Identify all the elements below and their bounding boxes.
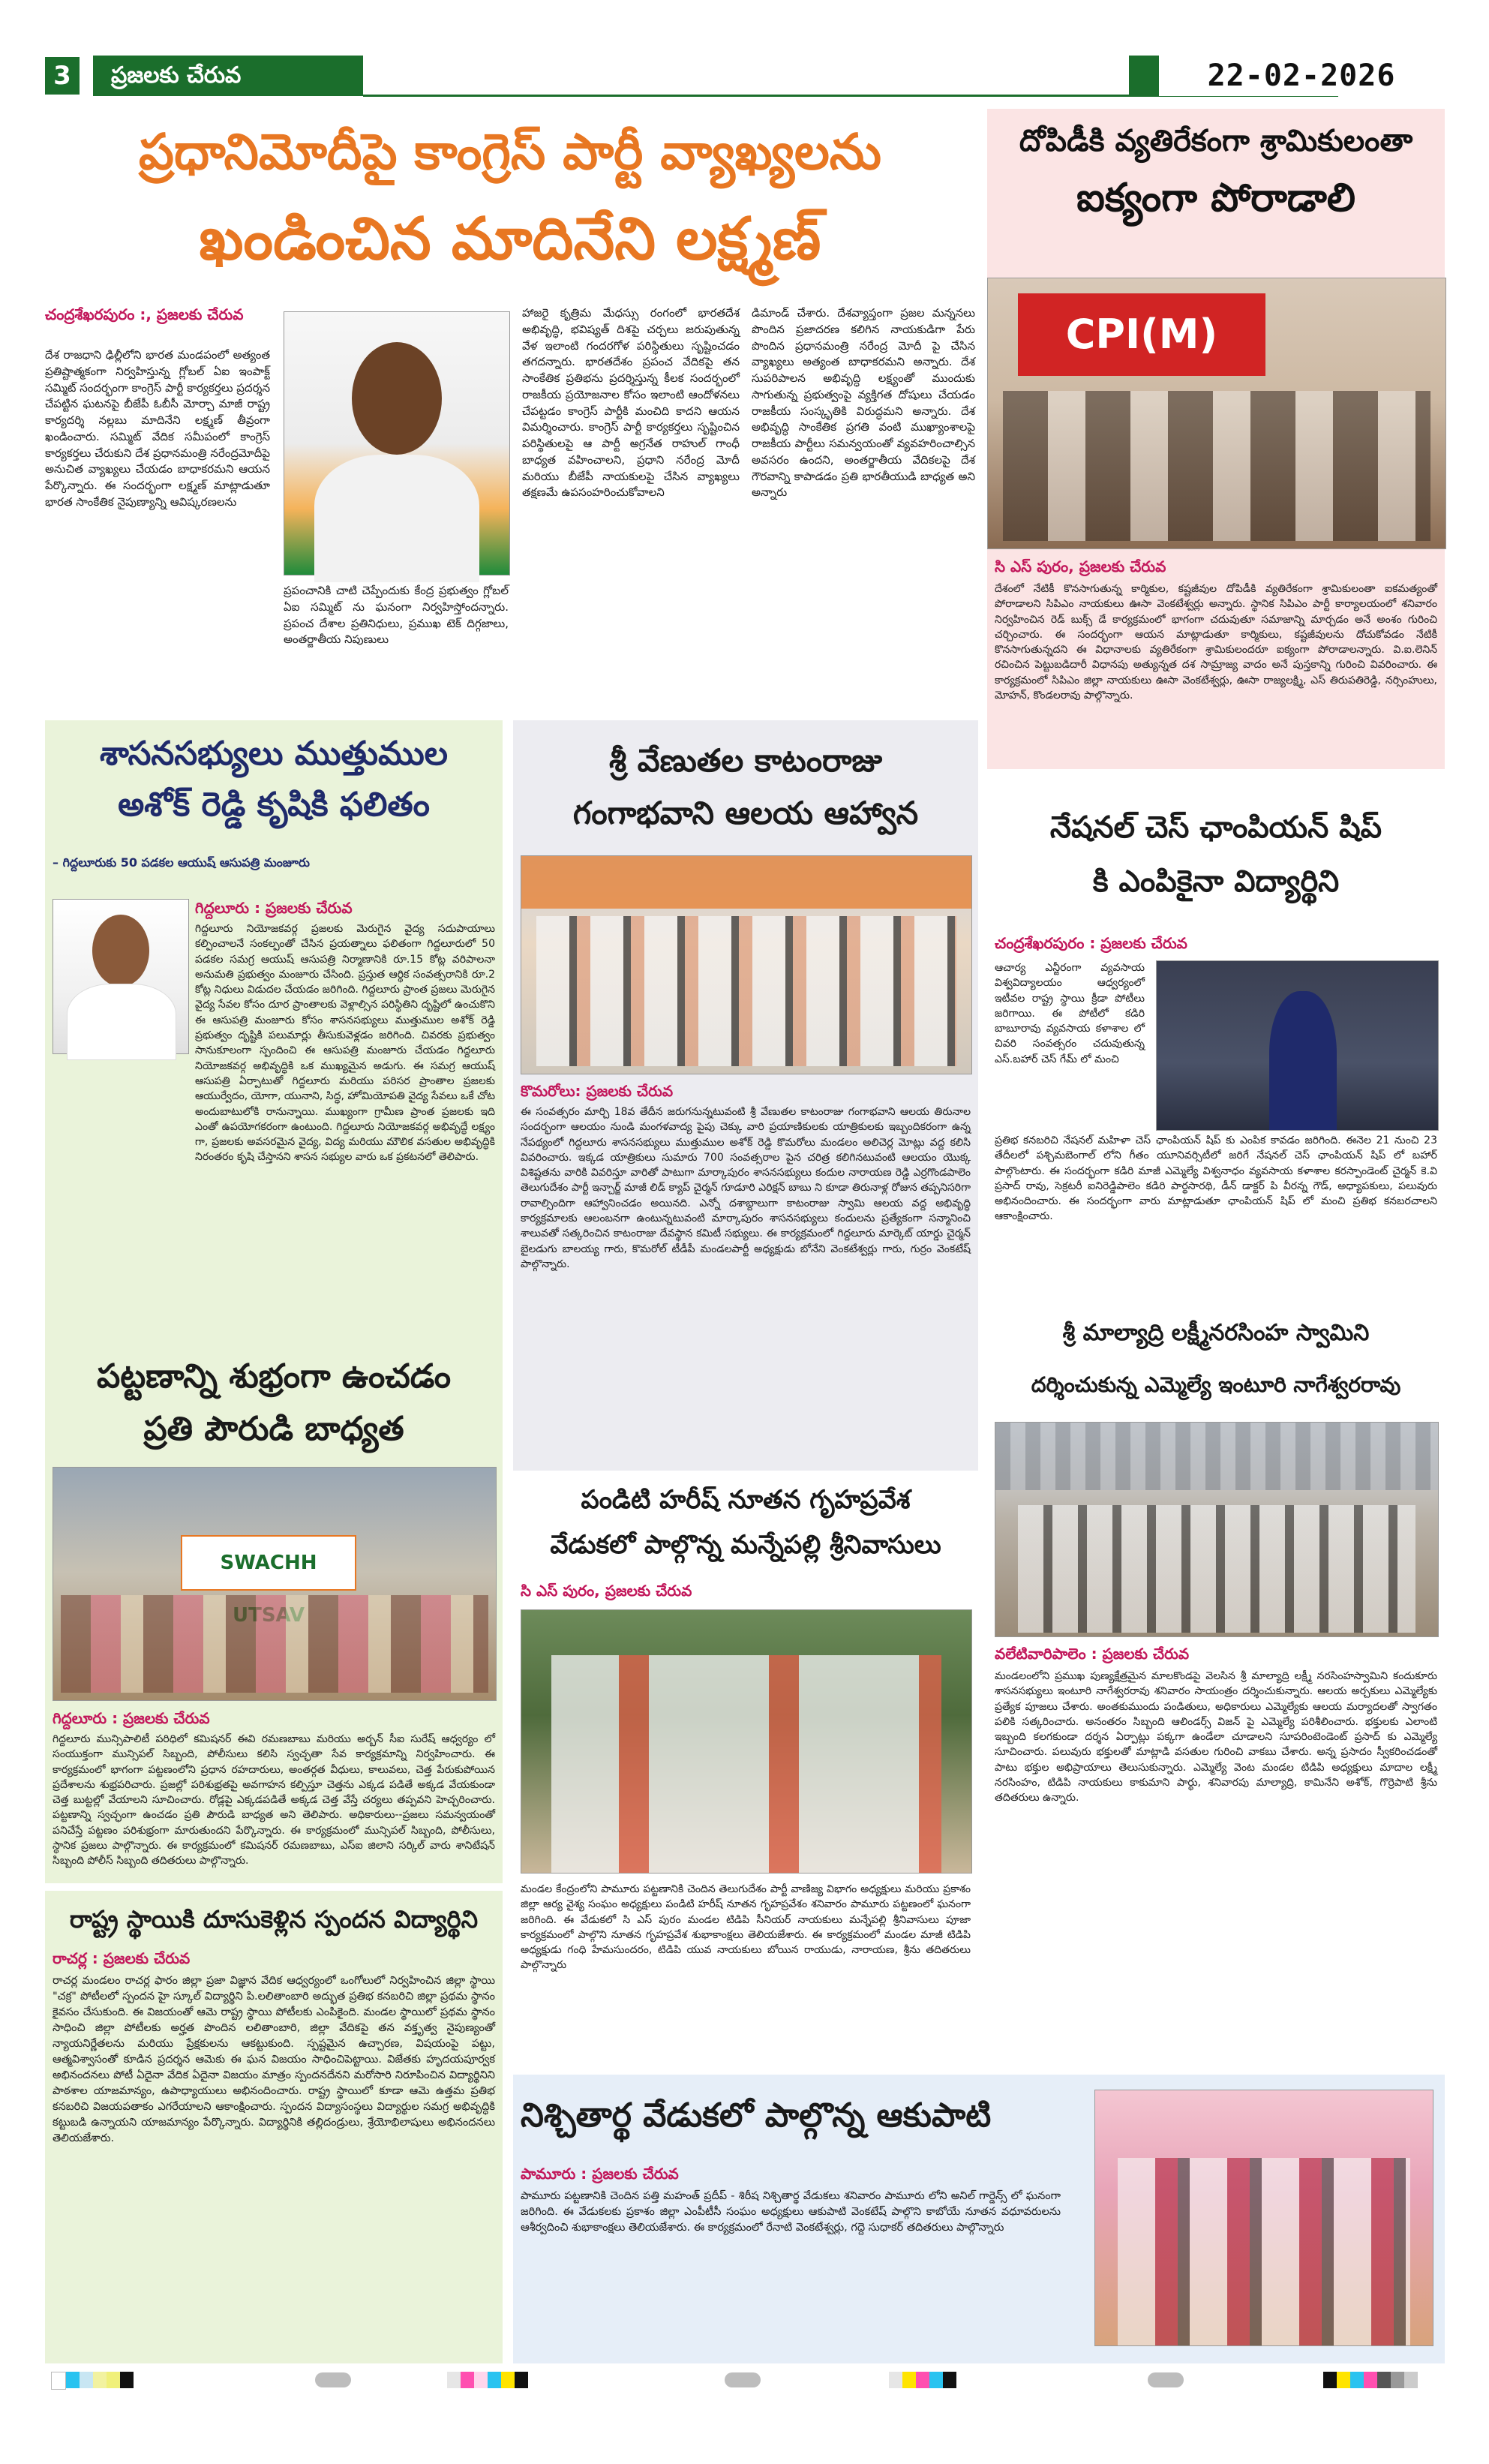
ayush-continued bbox=[53, 1065, 495, 1073]
mla-body bbox=[67, 984, 176, 1060]
article-column: ఆచార్య ఎన్జీరంగా వ్యవసాయ విశ్వవిద్యాలయం ఆధ్వర్యంలో ఇటీవల రాష్ట్ర స్థాయి క్రీడా పోటీలు జరిగాయి. ఈ పోటీలో కడిరి బాబూరావు వ్యవసాయ కళాశాల లో చివరి సంవత్సరం చదువుతున్న ఎస్.బహార్ చెస్ గేమ్ లో మంచి bbox=[995, 962, 1145, 1065]
couple-group bbox=[1118, 2158, 1410, 2345]
dateline: వలేటివారిపాలెం : ప్రజలకు చేరువ bbox=[995, 1645, 1190, 1663]
story-modi-remarks bbox=[45, 109, 975, 709]
headline-line1: శ్రీ వేణుతల కాటంరాజు bbox=[608, 742, 883, 779]
temple-group-photo bbox=[521, 855, 972, 1074]
dateline: పామూరు : ప్రజలకు చేరువ bbox=[521, 2165, 679, 2183]
headline-line2: కి ఎంపికైనా విద్యార్థిని bbox=[1092, 864, 1340, 899]
portrait-photo bbox=[284, 311, 510, 575]
headline-line2: ప్రతి పౌరుడి బాధ్యత bbox=[143, 1410, 404, 1448]
issue-date: 22-02-2026 bbox=[1207, 59, 1396, 93]
headline-line1: శాసనసభ్యులు ముత్తుముల bbox=[100, 735, 448, 773]
registration-marks-mid2 bbox=[889, 2372, 956, 2388]
date-box bbox=[1129, 56, 1444, 96]
headline-line2: దర్శించుకున్న ఎమ్మెల్యే ఇంటూరి నాగేశ్వరరావు bbox=[1031, 1372, 1401, 1397]
article-column-4: డిమాండ్ చేశారు. దేశవ్యాప్తంగా ప్రజల మన్ననలు పొందిన ప్రజాదరణ కలిగిన నాయకుడిగా పేరు పొందిన ప్రధానమంత్రి నరేంద్ర మోదీ పై చేసిన వ్యాఖ్యలు అత్యంత బాధాకరమని అన్నారు. దేశ సుపరిపాలన అభివృద్ధి లక్ష్యంతో ముందుకు సాగుతున్న ప్రభుత్వంపై వ్యక్తిగత దోషులు చేయడం రాజకీయ సంస్కృతికి విరుద్ధమని అన్నారు. దేశ అభివృద్ధి సాంకేతిక ప్రగతి వంటి ముఖ్యాంశాలపై రాజకీయ పార్టీలు సమన్వయంతో వ్యవహరించాల్సిన అవసరం ఉందని, అంతర్జాతీయ వేదికలపై దేశ గౌరవాన్ని కాపాడడం ప్రతి భారతీయుడి బాధ్యత అని అన్నారు bbox=[752, 306, 975, 500]
portrait-face bbox=[352, 342, 442, 455]
headline-line2: అశోక్ రెడ్డి కృషికి ఫలితం bbox=[118, 786, 430, 824]
headline-line2: ఐక్యంగా పోరాడాలి bbox=[1076, 176, 1355, 221]
headline: రాష్ట్ర స్థాయికి దూసుకెళ్లిన స్పందన విద్యార్థిని bbox=[69, 1905, 479, 1934]
story-ayush-hospital bbox=[45, 720, 503, 1351]
headline-line1: దోపిడీకి వ్యతిరేకంగా శ్రామికులంతా bbox=[1019, 124, 1413, 158]
header-bar bbox=[45, 53, 1444, 99]
photo-caption: ప్రపంచానికి చాటి చెప్పేందుకు కేంద్ర ప్రభుత్వం గ్లోబల్ ఏఐ సమ్మిట్ ను ఘనంగా నిర్వహిస్తోందన్నారు. ప్రపంచ దేశాల ప్రతినిధులు, ప్రముఖ టెక్ దిగ్గజాలు, అంతర్జాతీయ నిపుణులు bbox=[284, 584, 509, 647]
registration-circle-2 bbox=[725, 2372, 761, 2387]
article-column-3: హాజరై కృత్రిమ మేధస్సు రంగంలో భారతదేశ అభివృద్ధి, భవిష్యత్ దిశపై చర్చలు జరుపుతున్న వేళ ఇలాంటి గందరగోళ పరిస్థితులు సృష్టించడం తగదన్నారు. భారతదేశం ప్రపంచ వేదికపై తన సాంకేతిక ప్రతిభను ప్రదర్శిస్తున్న కీలక సందర్భంలో రాజకీయ ప్రయోజనాల కోసం ఇలాంటి ఆందోళనలు చేపట్టడం కాంగ్రెస్ పార్టీకి మంచిది కాదని ఆయన విమర్శించారు. కాంగ్రెస్ పార్టీ కార్యకర్తలు సృష్టించిన పరిస్థితులపై ఆ పార్టీ అగ్రనేత రాహుల్ గాంధీ బాధ్యత వహించాలని, ప్రధాని నరేంద్ర మోదీ మరియు బీజేపీ నాయకులపై చేసిన వ్యాఖ్యలు తక్షణమే ఉపసంహరించుకోవాలని bbox=[522, 306, 740, 500]
procession-group bbox=[1018, 1505, 1415, 1633]
article-body: గిద్దలూరు మున్సిపాలిటీ పరిధిలో కమిషనర్ ఈవి రమణబాబు మరియు అర్బన్ సీఐ సురేష్ ఆధ్వర్యం లో సంయుక్తంగా మున్సిపల్ సిబ్బంది, పోలీసులు కలిసి స్వచ్ఛతా సేవ కార్యక్రమాన్ని నిర్వహించారు. ఈ కార్యక్రమంలో భాగంగా పట్టణంలోని ప్రధాన రహదారులు, అంతర్గత వీధులు, కాలువలు, చెత్త పేరుకుపోయిన ప్రదేశాలను శుభ్రపరిచారు. ప్రజల్లో పరిశుభ్రతపై అవగాహన కల్పిస్తూ చెత్తను ఎక్కడ పడితే అక్కడ వేయకుండా చెత్త బుట్టల్లో వేయాలని సూచించారు. రోడ్లపై ఎక్కడపడితే అక్కడ చెత్త వేస్తే చర్యలు తప్పవని హెచ్చరించారు. పట్టణాన్ని స్వచ్ఛంగా ఉంచడం ప్రతి పౌరుడి బాధ్యత అని తెలిపారు. అధికారులు--ప్రజలు సమన్వయంతో పనిచేస్తే పట్టణం పరిశుభ్రంగా మారుతుందని పేర్కొన్నారు. ఈ కార్యక్రమంలో మున్సిపల్ సిబ్బంది, పోలీసులు, స్థానిక ప్రజలు పాల్గొన్నారు. ఈ కార్యక్రమంలో కమిషనర్ రమణబాబు, ఎస్ఐ జిలాని సర్కిల్ వారు శానిటేషన్ సిబ్బంది పోలీస్ సిబ్బంది తదితరులు పాల్గొన్నారు. bbox=[53, 1733, 495, 1868]
story-griha-pravesh bbox=[513, 1471, 978, 2071]
canopy bbox=[521, 856, 971, 909]
cleanup-photo bbox=[53, 1467, 497, 1701]
dateline: చంద్రశేఖరపురం :, ప్రజలకు చేరువ bbox=[45, 305, 244, 323]
dateline: సి ఎస్ పురం, ప్రజలకు చేరువ bbox=[521, 1582, 692, 1600]
article-body: ఈ సంవత్సరం మార్చి 18వ తేదీన జరుగనున్నటువంటి శ్రీ వేణుతల కాటంరాజు గంగాభవాని ఆలయ తిరునాల సందర్భంగా ఆలయం నుండి మంగళవాద్య పైపు చెక్కు వారి ప్రయాణికులకు యాత్రికులకు ఇబ్బందికరంగా ఉన్న నేపథ్యంలో గిద్దలూరు శాసనసభ్యులు ముత్తుముల అశోక్ రెడ్డి కొమరోలు మండలం అలిచెర్ల మోట్లు వద్ద కలిసి వివరించారు. ఇక్కడ యాత్రికులు సుమారు 700 సంవత్సరాల పైన చరిత్ర కలిగినటువంటి ఆలయం యొక్క విశిష్టతను వారికి వివరిస్తూ వారితో పాటుగా మార్కాపురం శాసనసభ్యులు కందుల నారాయణ రెడ్డి ఎర్రగొండపాలెం తెలుగుదేశం పార్టీ ఇన్చార్జ్ మాజీ లిడ్ క్యాప్ చైర్మన్ గూడూరి ఎరిక్షన్ బాబు ని కూడా తిరునాళ్ల రోజున తప్పనిసరిగా రావాల్సిందిగా ఆహ్వానించడం అయినది. ఎన్నో దశాబ్దాలుగా కాటంరాజు స్వామి ఆలయ వద్ద అభివృద్ధి కార్యక్రమాలకు ఆలంబనగా ఉంటున్నటువంటి మార్కాపురం శాసనసభ్యులు కందులను ప్రత్యేకంగా సన్మానించి శాలువతో సత్కరించిన కాటంరాజు దేవస్థాన కమిటీ సభ్యులు. ఈ కార్యక్రమంలో గిద్దలూరు మార్కెట్ యార్డు చైర్మన్ బైలడుగు బాలయ్య గారు, కొమరోల్ టీడీపీ మండలపార్టీ అధ్యక్షుడు బోనేని వెంకటేశ్వర్లు గారు, గుర్రం వెంకటేష్ పాల్గొన్నారు. bbox=[521, 1106, 971, 1270]
dateline: గిద్దలూరు : ప్రజలకు చేరువ bbox=[53, 1709, 210, 1727]
shed-roof bbox=[995, 1423, 1438, 1490]
registration-marks-left bbox=[51, 2372, 134, 2388]
cpim-banner: CPI(M) bbox=[1018, 293, 1265, 376]
paper-name bbox=[93, 56, 363, 96]
registration-circle-1 bbox=[315, 2372, 351, 2387]
headline-line2: వేడుకలో పాల్గొన్న మన్నేపల్లి శ్రీనివాసులు bbox=[550, 1530, 941, 1560]
headline-line2: ఖండించిన మాదినేని లక్ష్మణ్ bbox=[199, 206, 821, 273]
student-figure bbox=[1269, 991, 1337, 1130]
dateline: సి ఎస్ పురం, ప్రజలకు చేరువ bbox=[995, 557, 1166, 575]
story-temple-invitation bbox=[513, 720, 978, 1471]
story-malyadri-temple bbox=[987, 1366, 1445, 2071]
article-body: గిద్దలూరు నియోజకవర్గ ప్రజలకు మెరుగైన వైద్య సదుపాయాలు కల్పించాలనే సంకల్పంతో చేసిన ప్రయత్నాలు ఫలితంగా గిద్దలూరులో 50 పడకల సమగ్ర ఆయుష్ ఆసుపత్రి నిర్మాణానికి రూ.15 కోట్ల వరిపాలనా అనుమతి ప్రభుత్వం మంజూరు చేసింది. ప్రస్తుత ఆర్థిక సంవత్సరానికి రూ.2 కోట్ల నిధులు విడుదల చేయడం జరిగింది. గిద్దలూరు ప్రాంత ప్రజలు మెరుగైన వైద్య సేవల కోసం దూర ప్రాంతాలకు వెళ్లాల్సిన పరిస్థితిని దృష్టిలో ఉంచుకొని ఈ ఆసుపత్రి మంజూరు కోసం శాసనసభ్యులు ముత్తుముల అశోక్ రెడ్డి ప్రభుత్వం దృష్టికి పలుమార్లు తీసుకువెళ్లడం జరిగింది. చివరకు ప్రభుత్వం సానుకూలంగా స్పందించి ఈ ఆసుపత్రి మంజూరు చేయడం గిద్దలూరు నియోజకవర్గ అభివృద్ధికి ఒక ముఖ్యమైన అడుగు. ఈ సమగ్ర ఆయుష్ ఆసుపత్రి ఏర్పాటుతో గిద్దలూరు మరియు పరిసర ప్రాంతాల ప్రజలకు ఆయుర్వేదం, యోగా, యునాని, సిద్ధ, హోమియోపతి వైద్య సేవలు ఒకే చోట అందుబాటులోకి రానున్నాయి. ముఖ్యంగా గ్రామీణ ప్రాంత ప్రజలకు ఇది ఎంతో ఉపయోగకరంగా ఉంటుంది. గిద్దలూరు నియోజకవర్గ అభివృద్ధే లక్ష్యం గా, ప్రజలకు అవసరమైన వైద్య, విద్య మరియు మౌలిక వసతుల అభివృద్ధికి నిరంతరం కృషి చేస్తానని శాసన సభ్యుల వారు ఒక ప్రకటనలో తెలిపారు. bbox=[195, 923, 495, 1164]
registration-marks-right bbox=[1323, 2372, 1418, 2388]
article-body: పామూరు పట్టణానికి చెందిన పత్తి మహంత్ ప్రదీప్ - శిరీష నిశ్చితార్థ వేడుకలు శనివారం పామూరు లోని అనిల్ గార్డెన్స్ లో ఘనంగా జరిగింది. ఈ వేడుకలకు ప్రకాశం జిల్లా ఎంపీటీసీ సంఘం అధ్యక్షులు ఆకుపాటి వెంకటేష్ పాల్గొని కాబోయే నూతన వధూవరులను ఆశీర్వదించి శుభాకాంక్షలు తెలియజేశారు. ఈ కార్యక్రమంలో రేనాటి వెంకటేశ్వర్లు, గద్దె సుధాకర్ తదితరులు పాల్గొన్నారు bbox=[521, 2190, 1061, 2234]
story-swachh bbox=[45, 1343, 503, 1883]
guests-group bbox=[551, 1655, 941, 1873]
dateline: చంద్రశేఖరపురం : ప్రజలకు చేరువ bbox=[995, 934, 1187, 952]
article-body: ప్రతిభ కనబరిచి నేషనల్ మహిళా చెస్ ఛాంపియన్ షిప్ కు ఎంపిక కావడం జరిగింది. ఈనెల 21 నుంచి 23 తేదీలలో పశ్చిమబెంగాల్ లోని గీతం యూనివర్సిటీలో జరిగే నేషనల్ చెస్ ఛాంపియన్ షిప్ లో బహార్ పాల్గొంటారు. ఈ సందర్భంగా కడిరి మాజీ ఎమ్మెల్యే విశ్వనాధం వ్యవసాయ కళాశాల కరస్పాండెంట్ చైర్మన్ కె.వి ప్రసాద్ రావు, సెక్రటరీ ఐనిరెడ్డిపాలెం కడిరి పార్థసారథి, డీన్ డాక్టర్ పి వీరన్న గౌడ్, అధ్యాపకులు, పలువురు అభినందించారు. ఈ సందర్భంగా వారు మాట్లాడుతూ ఛాంపియన్ షిప్ లో మంచి ప్రతిభ కనబరచాలని ఆకాంక్షించారు. bbox=[995, 1134, 1437, 1223]
headline-line2: గంగాభవాని ఆలయ ఆహ్వాన bbox=[572, 795, 919, 831]
headline-line1: నేషనల్ చెస్ ఛాంపియన్ షిప్ bbox=[1049, 810, 1382, 845]
article-body: రాచర్ల మండలం రాచర్ల ఫారం జిల్లా ప్రజా విజ్ఞాన వేదిక ఆధ్వర్యంలో ఒంగోలులో నిర్వహించిన జిల్లా స్థాయి "చక్ర" పోటీలలో స్పందన హై స్కూల్ విద్యార్థిని పి.లలితాంబారి అద్భుత ప్రతిభ కనబరిచి జిల్లా ప్రథమ స్థానం కైవసం చేసుకుంది. ఈ విజయంతో ఆమె రాష్ట్ర స్థాయి పోటీలకు ఎంపికైంది. మండల స్థాయిలో ప్రథమ స్థానం సాధించి జిల్లా పోటీలకు అర్హత పొందిన లలితాంబారి, జిల్లా వేదికపై తన వక్తృత్వ నైపుణ్యంతో న్యాయనిర్ణేతలను మరియు ప్రేక్షకులను ఆకట్టుకుంది. స్పష్టమైన ఉచ్చారణ, విషయంపై పట్టు, ఆత్మవిశ్వాసంతో కూడిన ప్రదర్శన ఆమెకు ఈ ఘన విజయం సాధించిపెట్టాయి. విజేతకు హృదయపూర్వక అభినందనలు పోటీ ఏదైనా వేదిక ఏదైనా విజయం మాత్రం స్పందనదేనని మరోసారి నిరూపించిన విద్యార్థినిని పాఠశాల యాజమాన్యం, ఉపాధ్యాయులు అభినందించారు. రాష్ట్ర స్థాయిలో కూడా ఆమె ఉత్తమ ప్రతిభ కనబరిచి విజయపతాకం ఎగరేయాలని ఆకాంక్షించారు. స్పందన విద్యాసంస్థలు విద్యార్థుల సమగ్ర అభివృద్ధికి కట్టుబడి ఉన్నాయని యాజమాన్యం పేర్కొన్నారు. విద్యార్థినికి తల్లిదండ్రులు, శ్రేయోభిలాషులు అభినందనలు తెలియజేశారు. bbox=[53, 1975, 495, 2145]
delegation-group bbox=[536, 916, 956, 1066]
article-column-1: దేశ రాజధాని ఢిల్లీలోని భారత మండపంలో అత్యంత ప్రతిష్టాత్మకంగా నిర్వహిస్తున్న గ్లోబల్ ఏఐ ఇంపాక్ట్ సమ్మిట్ సందర్భంగా కాంగ్రెస్ పార్టీ కార్యకర్తలు ప్రదర్శన చేపట్టిన ఘటనపై బీజేపీ ఓబీసీ మోర్చా మాజీ రాష్ట్ర కార్యదర్శి నల్లబు మాదినేని లక్ష్మణ్ తీవ్రంగా ఖండించారు. సమ్మిట్ వేదిక సమీపంలో కాంగ్రెస్ కార్యకర్తలు చేరుకుని దేశ ప్రధానమంత్రి నరేంద్రమోదీపై అనుచిత వ్యాఖ్యలు చేయడం బాధాకరమని ఆయన పేర్కొన్నారు. ఈ సందర్భంగా లక్ష్మణ్ మాట్లాడుతూ భారత సాంకేతిక నైపుణ్యాన్ని ఆవిష్కరణలను bbox=[45, 348, 270, 509]
cpim-meeting-photo bbox=[987, 278, 1446, 549]
registration-marks-mid1 bbox=[447, 2372, 528, 2388]
dateline: గిద్దలూరు : ప్రజలకు చేరువ bbox=[195, 899, 353, 917]
people-group bbox=[1003, 391, 1430, 541]
malyadri-headline-line1: శ్రీ మాల్యాద్రి లక్ష్మీనరసింహ స్వామిని bbox=[1062, 1320, 1370, 1346]
headline-line1: ప్రధానిమోదీపై కాంగ్రెస్ పార్టీ వ్యాఖ్యలను bbox=[139, 123, 881, 181]
headline-line1: పట్టణాన్ని శుభ్రంగా ఉంచడం bbox=[97, 1357, 451, 1396]
portrait-body bbox=[314, 455, 479, 582]
story-chess-championship bbox=[987, 780, 1445, 1366]
temple-visit-photo bbox=[995, 1422, 1439, 1637]
article-body: మండలంలోని ప్రముఖ పుణ్యక్షేత్రమైన మాలకొండపై వెలసిన శ్రీ మాల్యాద్రి లక్ష్మీ నరసింహస్వామిని కందుకూరు శాసనసభ్యులు ఇంటూరి నాగేశ్వరరావు శనివారం సాయంత్రం దర్శించుకున్నారు. ఆలయ అర్చకులు ఎమ్మెల్యేకు ప్రత్యేక పూజలు చేశారు. అంతకుముందు పండితులు, అధికారులు ఎమ్మెల్యేకు ఆలయ మర్యాదలతో స్వాగతం పలికి సత్కరించారు. అనంతరం సిబ్బంది ఆలిండర్స్ విజన్ పై ఎమ్మెల్యే పరిశీలించారు. భక్తులకు ఎలాంటి ఇబ్బంది కలగకుండా దర్శన ఏర్పాట్లు పక్కగా ఉండేలా చూడాలని సూపరింటెండెంట్ ప్రసాద్ కు ఎమ్మెల్యే సూచించారు. పలువురు భక్తులతో మాట్లాడి వసతుల గురించి వాకబు చేశారు. అన్న ప్రసాదం స్వీకరించడంతో పాటు భక్తుల అభిప్రాయాలు తెలుసుకున్నారు. ఎమ్మెల్యే వెంట మండల టిడిపి అధ్యక్షులు మాదాల లక్ష్మీ నరసింహం, టిడిపి నాయకులు కాకుమాని పార్థు, శనివారపు మాల్యాద్రి, కామినేని అశోక్, గొర్రెపాటి శ్రీను తదితరులు ఉన్నారు. bbox=[995, 1670, 1437, 1804]
subhead: – గిద్దలూరుకు 50 పడకల ఆయుష్ ఆసుపత్రి మంజూరు bbox=[53, 855, 310, 870]
story-cpim bbox=[987, 109, 1445, 769]
article-body: మండల కేంద్రంలోని పామూరు పట్టణానికి చెందిన తెలుగుదేశం పార్టీ వాణిజ్య విభాగం అధ్యక్షులు మరియు ప్రకాశం జిల్లా ఆర్య వైశ్య సంఘం అధ్యక్షులు పండిటి హరీష్ నూతన గృహప్రవేశం శనివారం పామూరు పట్టణంలో ఘనంగా జరిగింది. ఈ వేడుకలో సి ఎస్ పురం మండల టిడిపి సీనియర్ నాయకులు మన్నేపల్లి శ్రీనివాసులు పూజా కార్యక్రమంలో పాల్గొని నూతన గృహప్రవేశ శుభాకాంక్షలు తెలియజేశారు. ఈ కార్యక్రమంలో మండల మాజీ టిడిపి అధ్యక్షుడు గంధి హేమసుందరం, టిడిపి యువ నాయకులు బోయిన రాయుడు, నారాయణ, శ్రీను తదితరులు పాల్గొన్నారు bbox=[521, 1883, 971, 1972]
dateline: రాచర్ల : ప్రజలకు చేరువ bbox=[53, 1949, 191, 1967]
mla-face bbox=[92, 915, 149, 987]
headline-line1: పండిటి హరీష్ నూతన గృహప్రవేశ bbox=[581, 1485, 911, 1515]
griha-pravesh-photo bbox=[521, 1609, 972, 1874]
paper-name-text: ప్రజలకు చేరువ bbox=[111, 62, 242, 89]
swachh-banner: SWACHH bbox=[181, 1535, 356, 1591]
article-body: దేశంలో నేటికీ కొనసాగుతున్న కార్మికుల, కష్టజీవుల దోపిడీకి వ్యతిరేకంగా శ్రామికులంతా ఐకమత్యంతో పోరాడాలని సిపిఎం నాయకులు ఊసా వెంకటేశ్వర్లు అన్నారు. స్థానిక సిపిఎం పార్టీ కార్యాలయంలో శనివారం నిర్వహించిన రెడ్ బుక్స్ డే కార్యక్రమంలో భాగంగా చదువుతూ సమాజాన్ని మార్చడం అనే అంశం గురించి చర్చించారు. ఈ సందర్భంగా ఆయన మాట్లాడుతూ కార్మికులు, కష్టజీవులను దోచుకోవడం నేటికీ కొనసాగుతున్నదని ఈ విధానాలకు వ్యతిరేకంగా శ్రామికులందరూ ఐక్యంగా పోరాడాలన్నారు. వి.ఐ.లెనిన్ రచించిన పెట్టుబడిదారీ విధానపు అత్యున్నత దశ సామ్రాజ్య వాదం అనే పుస్తకాన్ని గురించి వివరించారు. ఈ కార్యక్రమంలో సిపిఎం జిల్లా నాయకులు ఊసా వెంకటేశ్వర్లు, ఊసా రాజ్యలక్ష్మి, ఎస్ తిరుపతిరెడ్డి, నర్సింహులు, మోహన్, కొండలరావు పాల్గొన్నారు. bbox=[995, 583, 1437, 702]
headline: నిశ్చితార్థ వేడుకలో పాల్గొన్న ఆకుపాటి bbox=[521, 2096, 992, 2135]
story-student-state-level bbox=[45, 1891, 503, 2363]
mla-photo bbox=[53, 899, 189, 1054]
registration-circle-3 bbox=[1148, 2372, 1184, 2387]
engagement-photo bbox=[1094, 2090, 1433, 2346]
volunteers-group bbox=[61, 1595, 488, 1693]
page-number: 3 bbox=[45, 57, 80, 95]
student-photo bbox=[1156, 960, 1439, 1131]
dateline: కొమరోలు: ప్రజలకు చేరువ bbox=[521, 1082, 674, 1100]
story-engagement bbox=[513, 2075, 1445, 2363]
